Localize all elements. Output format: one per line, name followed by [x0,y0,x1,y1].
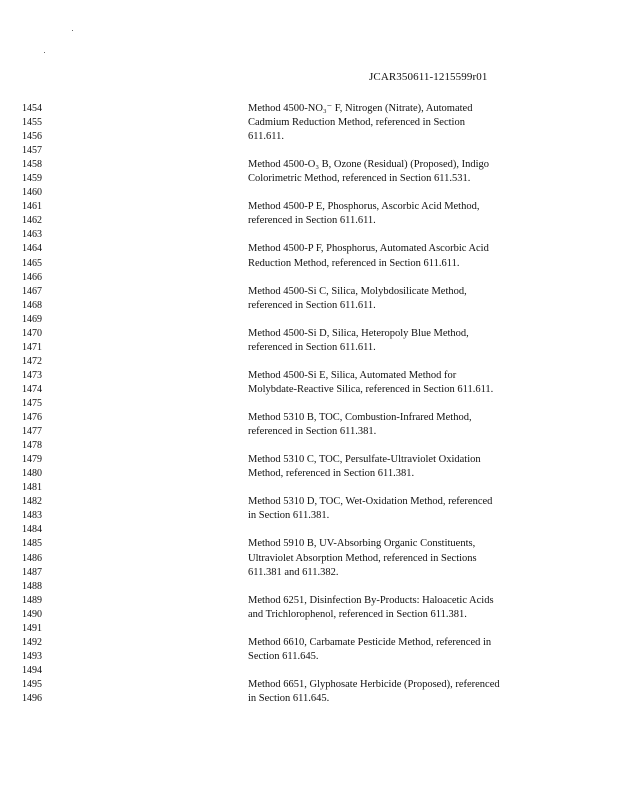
entry-text-line: Molybdate-Reactive Silica, referenced in Section 611.611. [248,383,494,395]
entry-text-line: Method 4500-P E, Phosphorus, Ascorbic Acid Method, [248,201,480,213]
line-number: 1495 [22,678,42,690]
entry-text-line: and Trichlorophenol, referenced in Section 611.381. [248,608,467,620]
line-number: 1456 [22,131,42,143]
blank-line [248,144,568,158]
blank-line [248,313,568,327]
line-number: 1469 [22,313,42,325]
line-number: 1481 [22,482,42,494]
line-number: 1467 [22,285,42,297]
line-number: 1479 [22,454,42,466]
line-number: 1483 [22,510,42,522]
entry-text-line: Method 4500-O₃ B, Ozone (Residual) (Proposed), Indigo [248,159,490,171]
method-entry [248,678,568,706]
entry-text-line: Reduction Method, referenced in Section 611.611. [248,257,460,269]
line-number: 1484 [22,524,42,536]
line-number: 1490 [22,608,42,620]
blank-line [248,622,568,636]
line-number: 1492 [22,636,42,648]
entry-text-line: Method 6651, Glyphosate Herbicide (Proposed), referenced [248,678,500,690]
scan-speck [44,52,45,53]
line-number: 1491 [22,622,42,634]
entry-text-line: in Section 611.645. [248,692,330,704]
blank-line [248,397,568,411]
entry-text-line: Method 5310 C, TOC, Persulfate-Ultraviolet Oxidation [248,454,481,466]
entry-text-line: referenced in Section 611.611. [248,299,376,311]
line-number: 1474 [22,383,42,395]
method-entry [248,594,568,622]
method-entry [248,411,568,439]
method-entry [248,158,568,186]
blank-line [248,271,568,285]
entry-text-line: 611.611. [248,131,284,143]
entry-text-line: Method 6610, Carbamate Pesticide Method, referenced in [248,636,492,648]
entry-text-line: Colorimetric Method, referenced in Section 611.531. [248,173,471,185]
method-entry [248,200,568,228]
entry-text-line: referenced in Section 611.611. [248,215,376,227]
entry-text-line: Method 6251, Disinfection By-Products: Haloacetic Acids [248,594,494,606]
line-number: 1476 [22,412,42,424]
line-number: 1487 [22,566,42,578]
method-entry [248,102,568,144]
entry-text-line: 611.381 and 611.382. [248,566,339,578]
line-number: 1471 [22,341,42,353]
line-number: 1459 [22,173,42,185]
line-number: 1470 [22,327,42,339]
line-number: 1493 [22,650,42,662]
method-entry [248,285,568,313]
line-number: 1454 [22,103,42,114]
line-number: 1468 [22,299,42,311]
scan-speck [72,30,73,31]
entry-text-line: in Section 611.381. [248,510,330,522]
entry-text-line: Method 4500-Si E, Silica, Automated Method for [248,369,457,381]
entry-text-line: Method 4500-P F, Phosphorus, Automated Ascorbic Acid [248,243,489,255]
method-entry [248,242,568,270]
line-number: 1473 [22,369,42,381]
line-number: 1486 [22,552,42,564]
line-number: 1466 [22,271,42,283]
entry-text-line: referenced in Section 611.381. [248,426,377,438]
method-entry [248,369,568,397]
blank-line [248,355,568,369]
line-number: 1461 [22,201,42,213]
method-entry [248,537,568,579]
line-number: 1455 [22,117,42,129]
line-number: 1480 [22,468,42,480]
document-header-id: JCAR350611-1215599r01 [369,71,488,83]
line-number: 1477 [22,426,42,438]
line-number: 1460 [22,187,42,199]
line-number: 1496 [22,692,42,704]
line-number: 1457 [22,145,42,157]
line-number-column [22,102,62,706]
entry-text-line: referenced in Section 611.611. [248,341,376,353]
line-number: 1489 [22,594,42,606]
entry-text-line: Method 4500-NO₃⁻ F, Nitrogen (Nitrate), Automated [248,103,473,114]
line-number: 1478 [22,440,42,452]
entry-text-line: Method 4500-Si C, Silica, Molybdosilicate Method, [248,285,467,297]
blank-line [248,228,568,242]
entry-text-line: Cadmium Reduction Method, referenced in Section [248,117,465,129]
document-body [248,102,568,706]
method-entry [248,495,568,523]
entry-text-line: Section 611.645. [248,650,319,662]
method-entry [248,327,568,355]
line-number: 1462 [22,215,42,227]
blank-line [248,481,568,495]
line-number: 1494 [22,664,42,676]
blank-line [248,664,568,678]
entry-text-line: Method, referenced in Section 611.381. [248,468,415,480]
line-number: 1485 [22,538,42,550]
entry-text-line: Method 4500-Si D, Silica, Heteropoly Blue Method, [248,327,469,339]
blank-line [248,186,568,200]
line-number: 1465 [22,257,42,269]
line-number: 1464 [22,243,42,255]
line-number: 1472 [22,355,42,367]
entry-text-line: Method 5310 D, TOC, Wet-Oxidation Method, referenced [248,496,493,508]
line-number: 1463 [22,229,42,241]
blank-line [248,523,568,537]
entry-text-line: Ultraviolet Absorption Method, referenced in Sections [248,552,477,564]
entry-text-line: Method 5310 B, TOC, Combustion-Infrared Method, [248,412,472,424]
blank-line [248,439,568,453]
blank-line [248,580,568,594]
method-entry [248,636,568,664]
entry-text-line: Method 5910 B, UV-Absorbing Organic Constituents, [248,538,476,550]
line-number: 1482 [22,496,42,508]
method-entry [248,453,568,481]
line-number: 1458 [22,159,42,171]
line-number: 1488 [22,580,42,592]
line-number: 1475 [22,397,42,409]
